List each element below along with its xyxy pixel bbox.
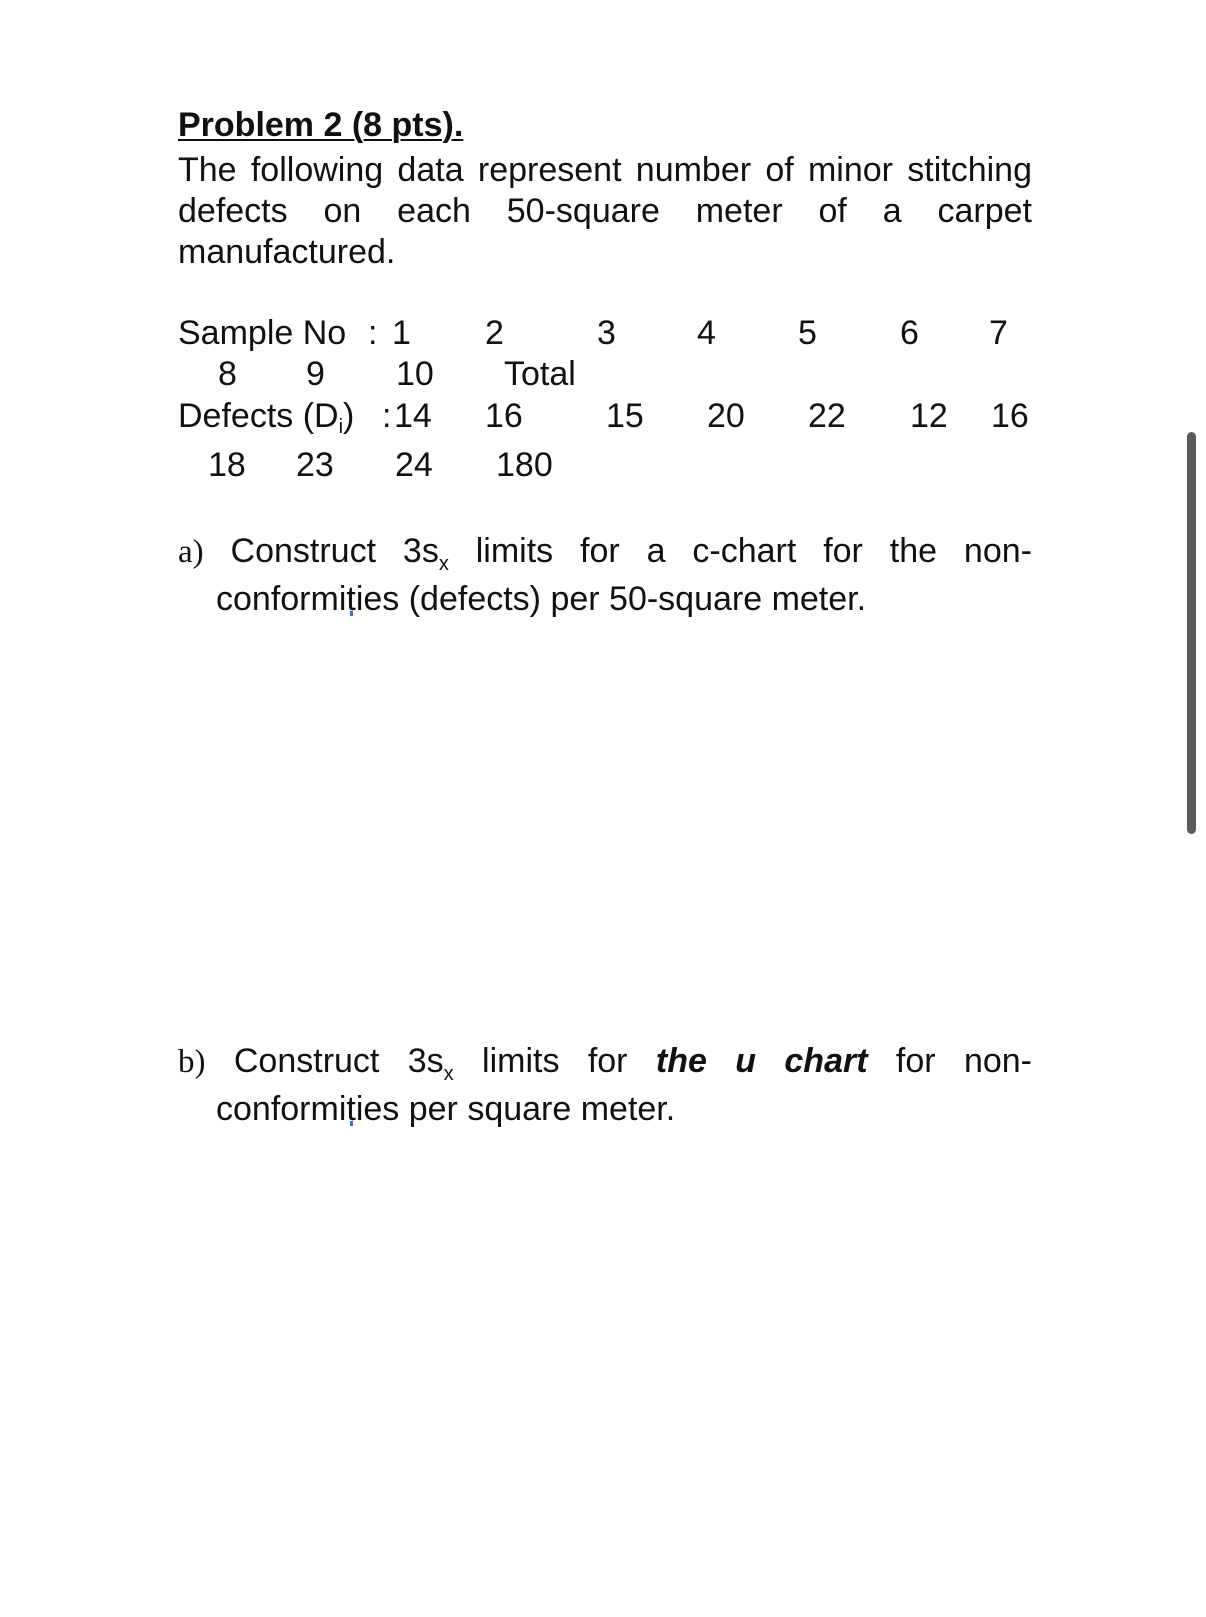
sample-number: 1 — [392, 314, 411, 352]
emphasis-text: the u chart — [655, 1042, 868, 1080]
sample-number: 10 — [396, 355, 434, 393]
sample-number: 8 — [218, 355, 237, 393]
total-label: Total — [504, 355, 576, 393]
question-b: b) Construct $3s_x$ limits for the u chart for non- conformities per square meter. — [178, 1042, 1032, 1128]
defect-value: 14 — [394, 397, 432, 435]
sample-colon: : — [368, 314, 378, 352]
question-a-label: a) — [178, 534, 204, 570]
defect-value: 16 — [991, 397, 1029, 435]
defect-value: 12 — [910, 397, 948, 435]
defect-value: 24 — [395, 446, 433, 484]
problem-title: Problem 2 (8 pts). — [178, 106, 464, 144]
sample-number: 6 — [900, 314, 919, 352]
defects-colon: : — [382, 397, 392, 435]
sample-number: 4 — [697, 314, 716, 352]
defect-value: 18 — [208, 446, 246, 484]
sample-number: 7 — [989, 314, 1008, 352]
defect-value: 15 — [606, 397, 644, 435]
problem-intro: The following data represent number of minor stitching defects on each 50-square meter of a carpet manufactured. — [178, 151, 1032, 271]
sample-number: 5 — [798, 314, 817, 352]
sample-number: 3 — [597, 314, 616, 352]
question-b-label: b) — [178, 1044, 206, 1080]
defect-value: 23 — [296, 446, 334, 484]
sample-label: Sample No — [178, 314, 347, 352]
defect-value: 16 — [485, 397, 523, 435]
question-a: a) Construct $3s_x$ limits for a c-chart for the non- conformities (defects) per 50-square meter. — [178, 532, 1032, 618]
sample-number: 2 — [485, 314, 504, 352]
defect-value: 20 — [707, 397, 745, 435]
defects-total: 180 — [496, 446, 553, 484]
defect-value: 22 — [808, 397, 846, 435]
sample-number: 9 — [306, 355, 325, 393]
vertical-scrollbar[interactable] — [1187, 432, 1196, 834]
defects-label: Defects $(D_i)$ — [178, 397, 355, 438]
